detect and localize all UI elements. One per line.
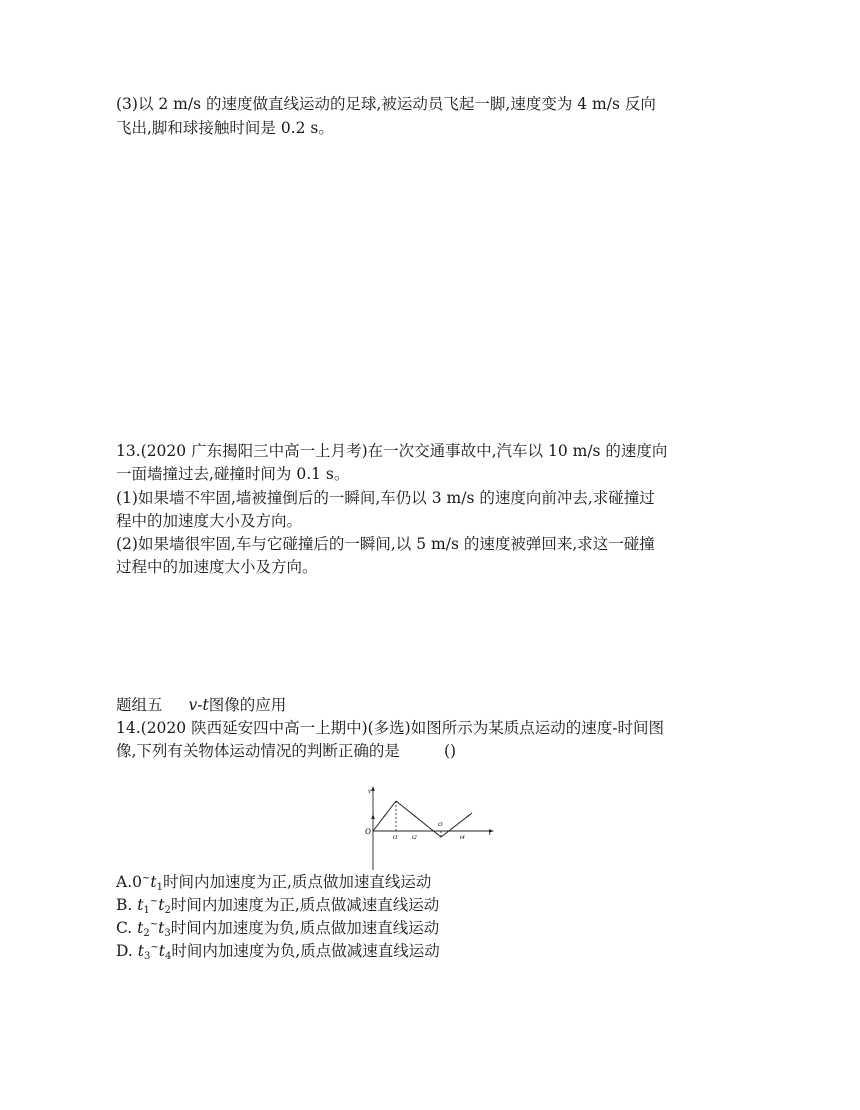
option-start-sub: 3 <box>143 951 151 963</box>
option-start: t <box>137 942 144 961</box>
vt-graph-figure <box>364 815 500 871</box>
section-suffix: 图像的应用 <box>208 696 287 714</box>
option-start: t <box>137 919 144 938</box>
option-letter: B. <box>116 896 133 915</box>
option-end-sub: 2 <box>164 905 171 917</box>
q13-line2: 一面墙撞过去,碰撞时间为 0.1 s。 <box>116 465 350 483</box>
t-axis-label: t <box>489 829 491 837</box>
velocity-line-fall <box>396 801 441 817</box>
velocity-line-rise <box>373 801 396 817</box>
option-start-sub: 1 <box>143 905 150 917</box>
option-d <box>116 937 440 968</box>
t4-label: t4 <box>460 835 465 841</box>
option-end-sub: 3 <box>164 928 171 940</box>
option-text: 时间内加速度为正,质点做减速直线运动 <box>170 896 440 915</box>
q13-part1-line2: 程中的加速度大小及方向。 <box>116 512 303 530</box>
velocity-line-rise2 <box>441 813 472 817</box>
q12-part3-line1: (3)以 2 m/s 的速度做直线运动的足球,被运动员飞起一脚,速度变为 4 m/s 反向 <box>116 95 656 113</box>
answer-parentheses: () <box>443 742 457 760</box>
q13-line1: 13.(2020 广东揭阳三中高一上月考)在一次交通事故中,汽车以 10 m/s 的速度向 <box>116 442 668 460</box>
v-axis-arrow-upper <box>371 786 375 791</box>
option-text: 时间内加速度为正,质点做加速直线运动 <box>163 873 432 892</box>
option-start: 0 <box>132 873 142 892</box>
option-end: t <box>150 873 157 892</box>
v-axis-label: v <box>368 787 372 795</box>
option-letter: C. <box>116 919 133 938</box>
option-text: 时间内加速度为负,质点做加速直线运动 <box>170 919 440 938</box>
option-end-sub: 4 <box>164 951 172 963</box>
q14-line1: 14.(2020 陕西延安四中高一上期中)(多选)如图所示为某质点运动的速度-时间图 <box>116 719 664 737</box>
option-start: t <box>137 896 144 915</box>
q13-part2-line2: 过程中的加速度大小及方向。 <box>116 558 318 576</box>
option-text: 时间内加速度为负,质点做减速直线运动 <box>171 942 440 961</box>
q13-part1-line1: (1)如果墙不牢固,墙被撞倒后的一瞬间,车仍以 3 m/s 的速度向前冲去,求碰撞过 <box>116 489 655 507</box>
t1-label: t1 <box>393 835 398 841</box>
t2-label: t2 <box>412 835 417 841</box>
section-prefix: 题组五 <box>116 696 163 714</box>
option-start-sub: 2 <box>143 928 150 940</box>
option-end-sub: 1 <box>156 882 163 894</box>
tilde-mark: ~ <box>149 919 159 930</box>
tilde-mark: ~ <box>150 942 159 953</box>
velocity-line <box>373 815 472 837</box>
vt-graph-upper <box>364 785 500 817</box>
option-end: t <box>158 919 165 938</box>
section-vt: v-t <box>188 696 209 714</box>
q12-part3-line2: 飞出,脚和球接触时间是 0.2 s。 <box>116 119 334 137</box>
option-end: t <box>158 942 165 961</box>
tilde-mark: ~ <box>142 873 151 884</box>
origin-label: O <box>365 827 371 836</box>
section-heading <box>116 694 286 716</box>
q13-part2-line1: (2)如果墙很牢固,车与它碰撞后的一瞬间,以 5 m/s 的速度被弹回来,求这一碰撞 <box>116 535 655 553</box>
option-letter: A. <box>116 873 133 892</box>
tilde-mark: ~ <box>149 896 159 907</box>
q14-line2 <box>116 740 456 762</box>
option-letter: D. <box>116 942 133 961</box>
option-end: t <box>158 896 165 915</box>
t3-label: t3 <box>438 822 443 828</box>
q14-stem-end: 像,下列有关物体运动情况的判断正确的是 <box>116 742 400 760</box>
